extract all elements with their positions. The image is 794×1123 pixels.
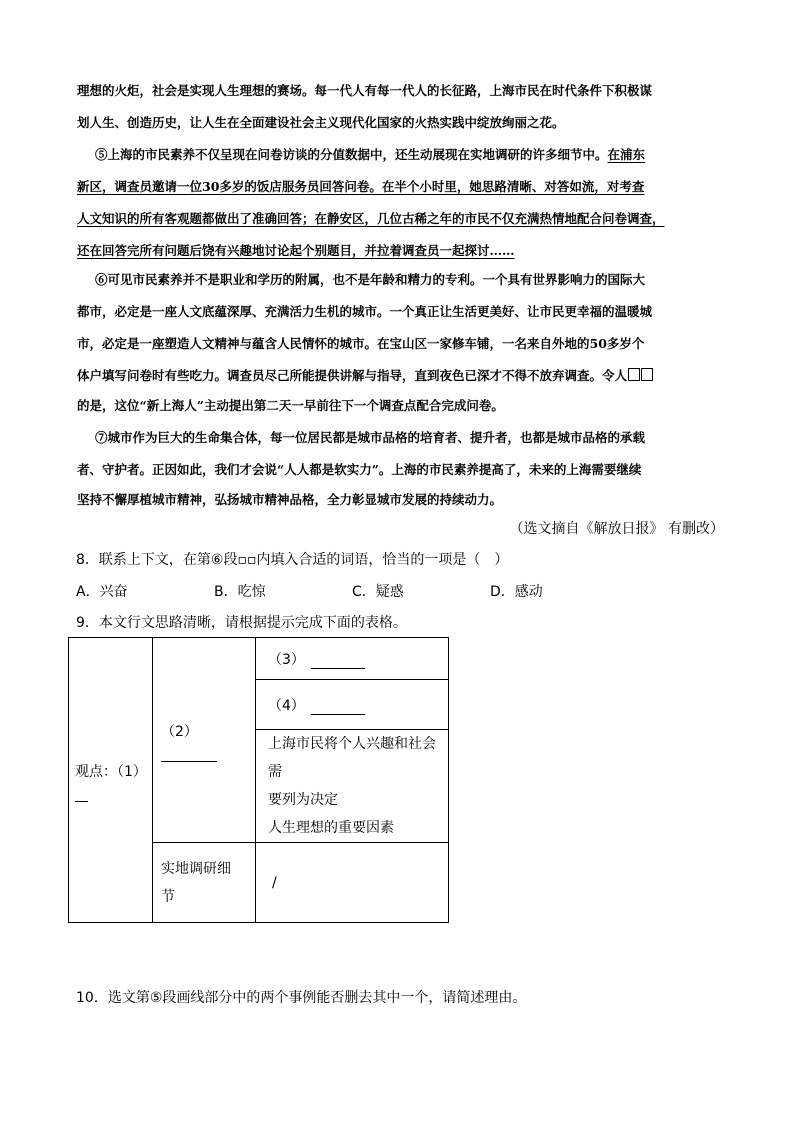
paragraph-6-line-3: 市，必定是一座塑造人文精神与蕴含人民情怀的城市。在宝山区一家修车铺，一名来自外地的50多岁个 <box>77 336 645 351</box>
point-4-blank[interactable] <box>311 700 365 715</box>
underlined-example: 还在回答完所有问题后饶有兴趣地讨论起个别题目，并拉着调查员一起探讨…… <box>77 243 515 258</box>
point-3-cell <box>256 638 449 680</box>
point-3-label: （3） <box>268 651 305 668</box>
field-detail-label-1: 实地调研细 <box>161 860 231 877</box>
point-2-label: （2） <box>161 724 198 740</box>
paragraph-6-line-5: 的是，这位“新上海人”主动提出第二天一早前往下一个调查点配合完成问卷。 <box>77 398 504 413</box>
reason-line-1: 上海市民将个人兴趣和社会需 <box>268 736 436 780</box>
field-detail-label-2: 节 <box>161 888 175 905</box>
viewpoint-cell <box>69 638 153 923</box>
underlined-example: 新区，调查员邀请一位30多岁的饭店服务员回答问卷。在半个小时里，她思路清晰、对答如流，对考查 <box>77 179 645 194</box>
question-9-stem: 9．本文行文思路清晰，请根据提示完成下面的表格。 <box>76 615 407 631</box>
fill-in-boxes <box>627 367 653 387</box>
paragraph-7-line-3: 坚持不懈厚植城市精神，弘扬城市精神品格，全力彰显城市发展的持续动力。 <box>77 492 503 507</box>
underlined-example: 在浦东 <box>607 147 646 162</box>
passage-line-2: 划人生、创造历史，让人生在全面建设社会主义现代化国家的火热实践中绽放绚丽之花。 <box>77 115 565 130</box>
paragraph-6-line-1: ⑥可见市民素养并不是职业和学历的附属，也不是年龄和精力的专利。一个具有世界影响力的国际大 <box>95 272 646 287</box>
source-citation: （选文摘自《解放日报》 有删改） <box>509 521 724 537</box>
paragraph-7-line-1: ⑦城市作为巨大的生命集合体，每一位居民都是城市品格的培育者、提升者，也都是城市品格的承载 <box>95 430 646 445</box>
question-8-stem: 8．联系上下文，在第⑥段▫▫内填入合适的词语，恰当的一项是（ ） <box>76 552 509 568</box>
paragraph-6-line-2: 都市，必定是一座人文底蕴深厚、充满活力生机的城市。一个真正让生活更美好、让市民更幸福的温暖城 <box>77 304 653 319</box>
point-2-blank[interactable] <box>161 746 255 762</box>
reason-line-2: 要列为决定 <box>268 792 338 808</box>
viewpoint-blank[interactable] <box>75 786 152 802</box>
viewpoint-label: 观点：（1） <box>75 764 147 780</box>
field-detail-cell <box>153 843 256 923</box>
point-4-cell <box>256 680 449 730</box>
reason-line-3: 人生理想的重要因素 <box>268 820 394 836</box>
paragraph-7-line-2: 者、守护者。正因如此，我们才会说“人人都是软实力”。上海的市民素养提高了，未来的上海需要继续 <box>77 462 642 477</box>
paragraph-6-text: 体户填写问卷时有些吃力。调查员尽己所能提供讲解与指导，直到夜色已深才不得不放弃调查。令人 <box>77 368 628 383</box>
point-4-label: （4） <box>268 697 305 714</box>
paragraph-5-line-2 <box>77 177 727 197</box>
underlined-example: 人文知识的所有客观题都做出了准确回答；在静安区，几位古稀之年的市民不仅充满热情地配合问卷调查， <box>77 211 665 226</box>
outline-table <box>68 637 449 923</box>
reason-cell <box>256 730 449 843</box>
q8-option-c: C．疑惑 <box>352 584 404 600</box>
q8-option-d: D．感动 <box>490 584 543 600</box>
q8-option-b: B．吃惊 <box>214 584 266 600</box>
question-10-stem: 10．选文第⑤段画线部分中的两个事例能否删去其中一个，请简述理由。 <box>76 990 527 1006</box>
passage-line-1: 理想的火炬，社会是实现人生理想的赛场。每一代人有每一代人的长征路，上海市民在时代条件下积极谋 <box>77 83 653 98</box>
paragraph-5-text: ⑤上海的市民素养不仅呈现在问卷访谈的分值数据中，还生动展现在实地调研的许多细节中。 <box>95 147 608 162</box>
slash-cell <box>256 843 449 923</box>
paragraph-6-line-4 <box>77 366 727 387</box>
q8-option-a: A．兴奋 <box>76 584 128 600</box>
point-2-cell <box>153 638 256 843</box>
paragraph-5-line-3 <box>77 209 727 229</box>
paragraph-5-line-1 <box>95 145 727 165</box>
point-3-blank[interactable] <box>311 654 365 669</box>
slash-mark: / <box>272 874 277 891</box>
paragraph-5-line-4 <box>77 241 727 261</box>
